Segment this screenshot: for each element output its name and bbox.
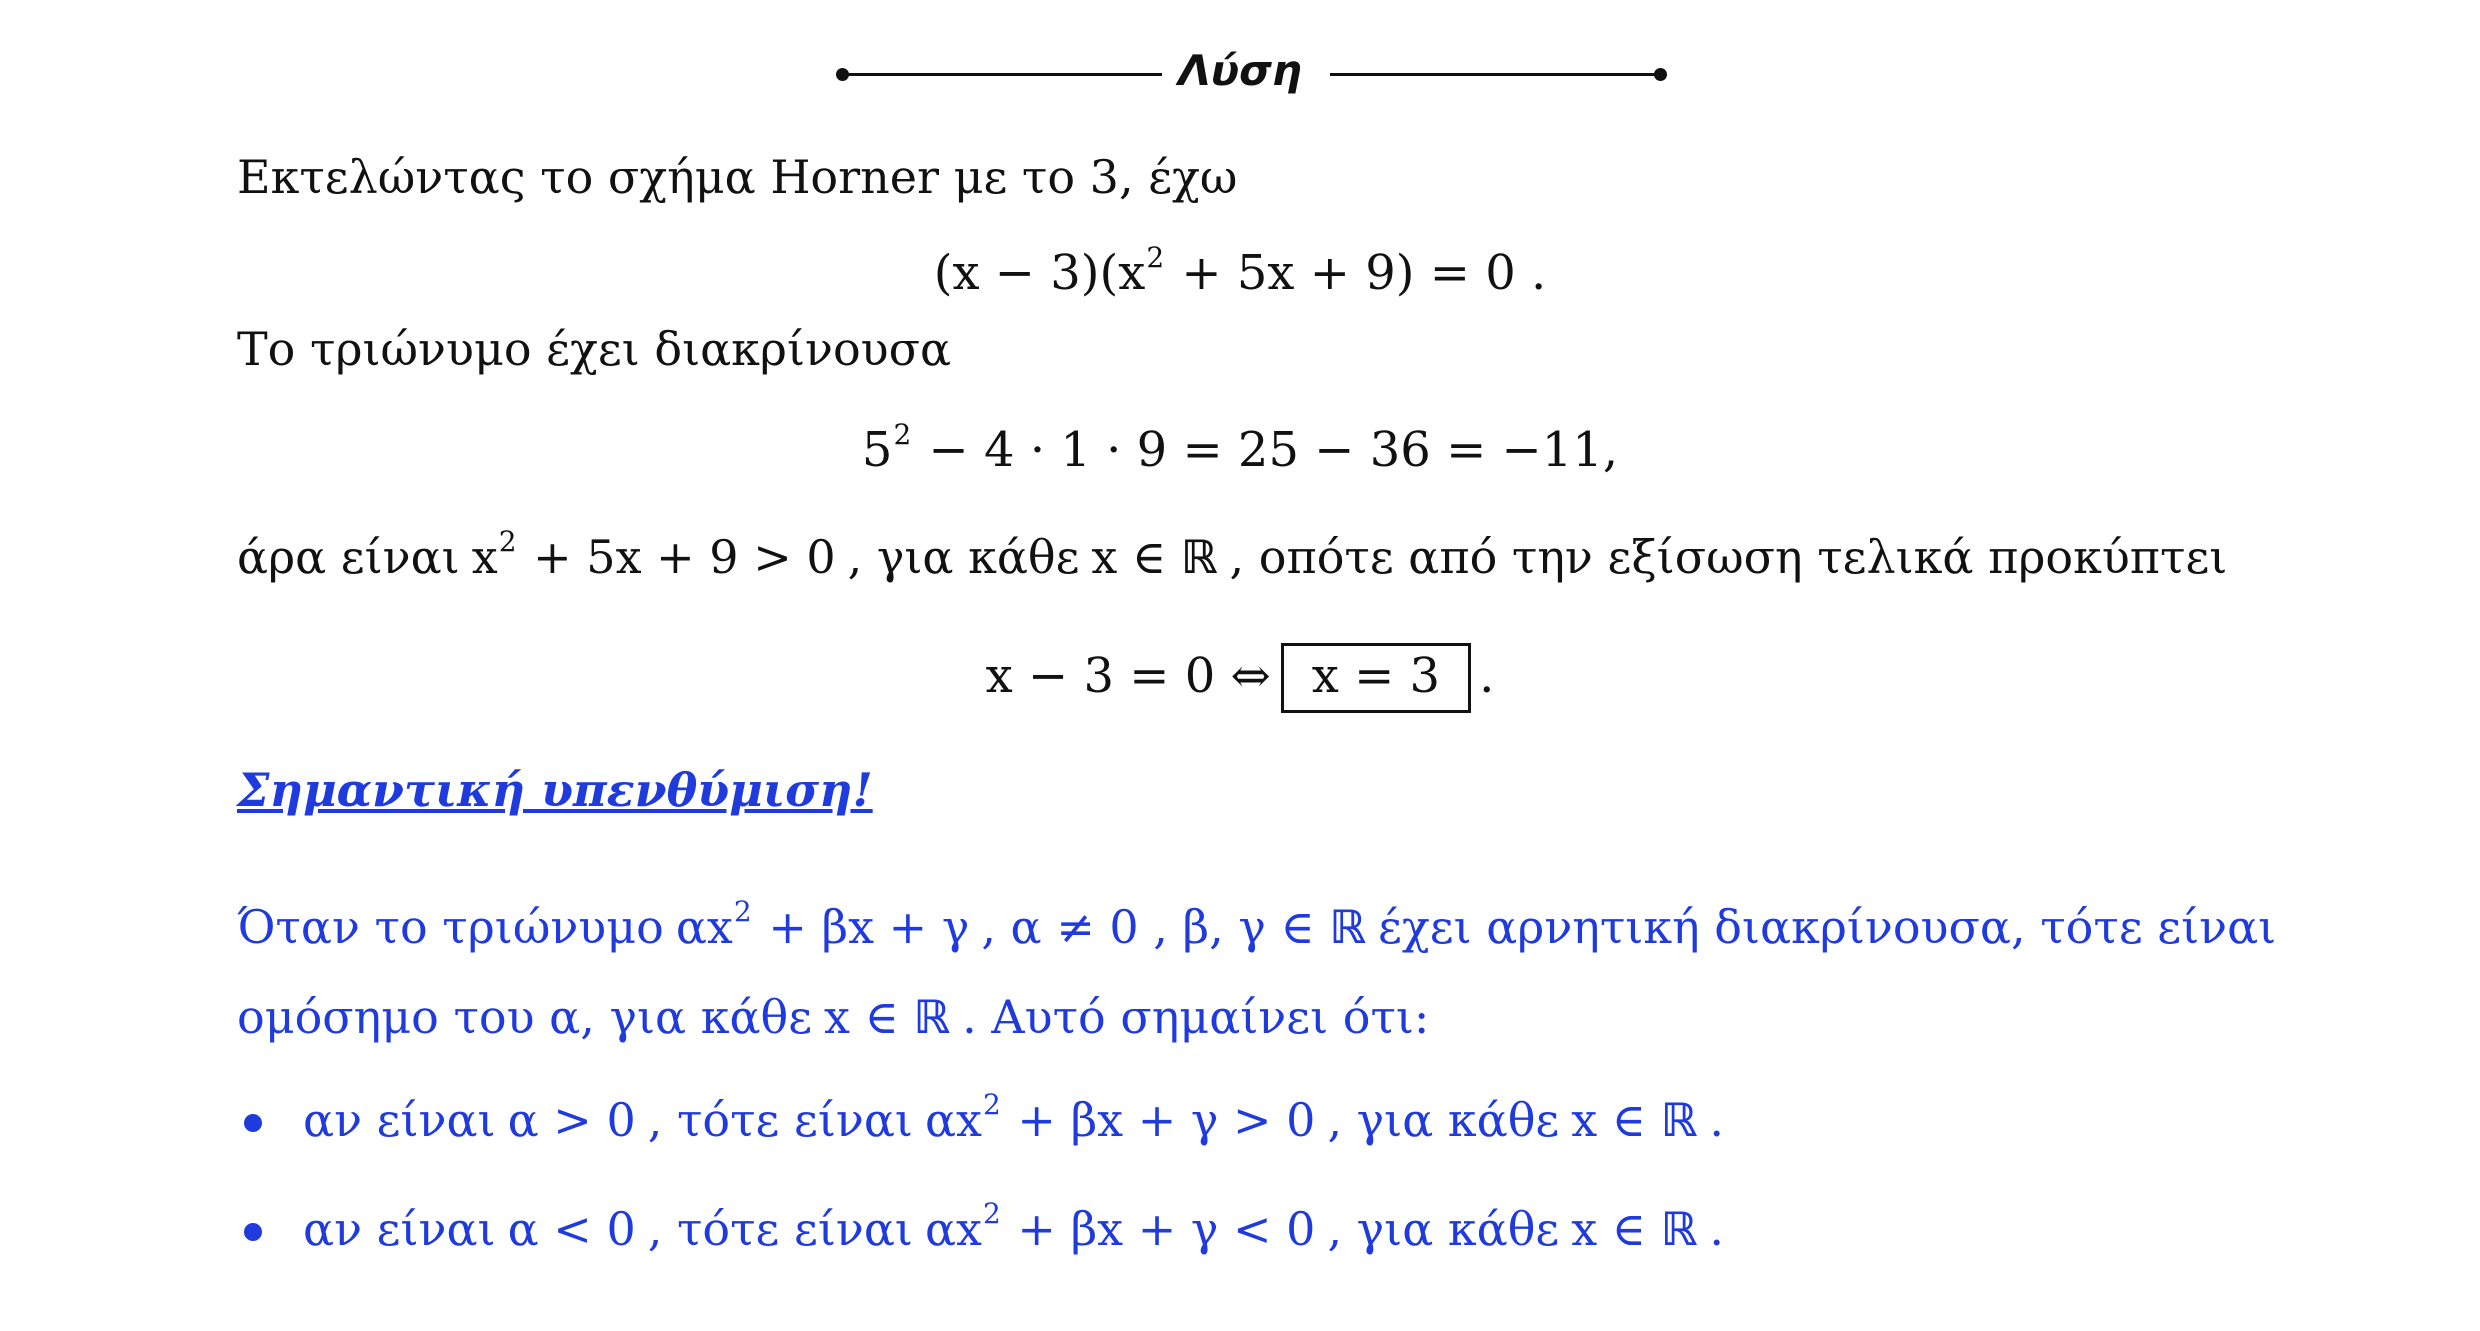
header-right-dot — [1654, 68, 1667, 81]
bullet-item-negative — [303, 1197, 1724, 1256]
p3-math-1b: + 5x + 9 > 0 — [518, 530, 836, 584]
b2-expr-a: αx — [924, 1202, 982, 1256]
p3-exponent: 2 — [498, 525, 517, 558]
bullet-item-positive — [303, 1088, 1724, 1147]
b2-period: . — [1709, 1202, 1724, 1256]
b1-condition: α > 0 — [507, 1093, 636, 1147]
solution-header — [0, 40, 2480, 110]
rl1-exponent: 2 — [733, 895, 752, 928]
rl1-math-1a: αx — [675, 900, 733, 954]
p3-math-2: x ∈ — [1091, 530, 1181, 584]
rl1-math-1b: + βx + γ — [753, 900, 970, 954]
paragraph-conclusion — [237, 525, 2228, 584]
rl2-math: x ∈ — [824, 990, 914, 1044]
b1-exponent: 2 — [982, 1088, 1001, 1121]
p3-reals-symbol: ℝ — [1180, 530, 1218, 584]
boxed-answer: x = 3 — [1281, 643, 1471, 713]
b2-text-3: , για κάθε — [1327, 1202, 1560, 1256]
b1-math: x ∈ — [1571, 1093, 1661, 1147]
p3-math-1a: x — [471, 530, 498, 584]
bullet-marker — [244, 1114, 262, 1132]
b1-reals-symbol: ℝ — [1660, 1093, 1698, 1147]
header-left-rule — [842, 73, 1162, 76]
p3-text-2: , για κάθε — [847, 530, 1080, 584]
equation-discriminant — [0, 418, 2480, 478]
eq1-part-b: + 5x + 9) = 0 . — [1166, 245, 1547, 301]
p3-text-3: , οπότε από την εξίσωση τελικά προκύπτει — [1229, 530, 2228, 584]
eq2-part-a: 5 — [861, 422, 893, 478]
paragraph-discriminant: Το τριώνυμο έχει διακρίνουσα — [237, 322, 952, 376]
bullet-marker — [244, 1223, 262, 1241]
b1-text-1: αν είναι — [303, 1093, 496, 1147]
b2-text-1: αν είναι — [303, 1202, 496, 1256]
b1-expr-a: αx — [924, 1093, 982, 1147]
header-title: Λύση — [1178, 46, 1302, 95]
rl2-reals-symbol: ℝ — [913, 990, 951, 1044]
b1-period: . — [1709, 1093, 1724, 1147]
equation-solution — [0, 643, 2480, 713]
header-right-rule — [1330, 73, 1660, 76]
rl1-text-1: Όταν το τριώνυμο — [237, 900, 664, 954]
b2-text-2: , τότε είναι — [647, 1202, 913, 1256]
b2-condition: α < 0 — [507, 1202, 636, 1256]
rl1-reals-symbol: ℝ — [1329, 900, 1367, 954]
eq2-part-b: − 4 · 1 · 9 = 25 − 36 = −11, — [913, 422, 1619, 478]
eq1-part-a: (x − 3)(x — [933, 245, 1146, 301]
eq3-part-a: x − 3 = 0 ⇔ — [985, 648, 1271, 704]
eq1-exponent: 2 — [1146, 241, 1165, 274]
rl1-math-2: , α ≠ 0 , β, γ ∈ — [981, 900, 1330, 954]
b2-exponent: 2 — [982, 1197, 1001, 1230]
equation-factorization — [0, 241, 2480, 301]
b1-text-3: , για κάθε — [1327, 1093, 1560, 1147]
rl2-text-1: ομόσημο του α, για κάθε — [237, 990, 813, 1044]
rl1-text-2: έχει αρνητική διακρίνουσα, τότε είναι — [1378, 900, 2277, 954]
b2-reals-symbol: ℝ — [1660, 1202, 1698, 1256]
rl2-text-2: . Αυτό σημαίνει ότι: — [962, 990, 1430, 1044]
b2-expr-b: + βx + γ < 0 — [1002, 1202, 1316, 1256]
reminder-line-1 — [237, 895, 2288, 954]
p3-text-1: άρα είναι — [237, 530, 460, 584]
reminder-line-2 — [237, 990, 1429, 1044]
paragraph-horner: Εκτελώντας το σχήμα Horner με το 3, έχω — [237, 150, 1238, 204]
b1-expr-b: + βx + γ > 0 — [1002, 1093, 1316, 1147]
reminder-heading: Σημαντική υπενθύμιση! — [237, 763, 873, 817]
b2-math: x ∈ — [1571, 1202, 1661, 1256]
eq2-exponent: 2 — [893, 418, 912, 451]
eq3-period: . — [1479, 648, 1495, 704]
b1-text-2: , τότε είναι — [647, 1093, 913, 1147]
